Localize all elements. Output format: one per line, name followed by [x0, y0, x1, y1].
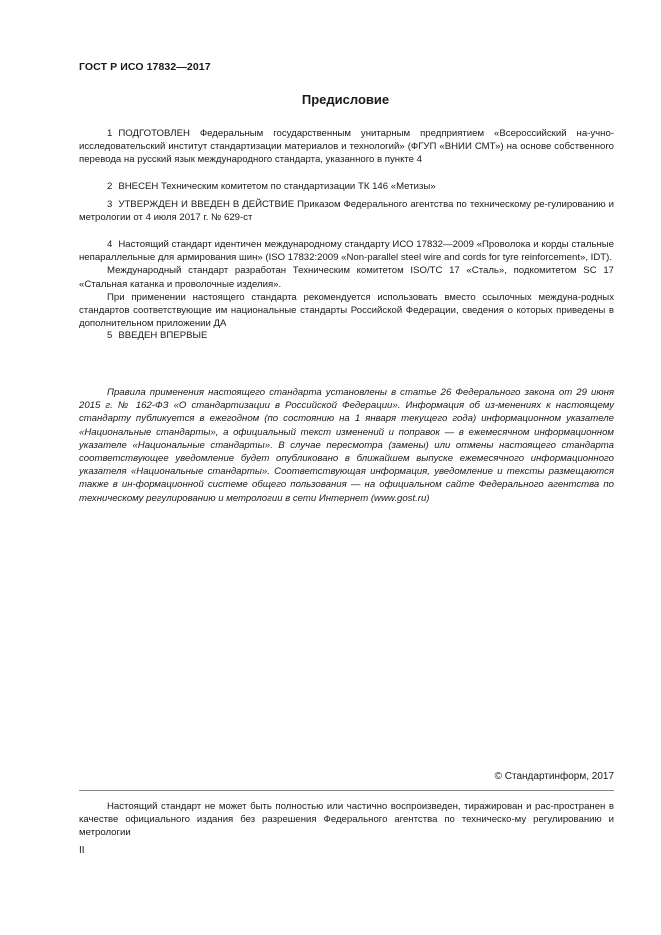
item-text: При применении настоящего стандарта рекомендуется использовать вместо ссылочных междуна-родных стандартов соответствующие им национальные стандарты Российской Федерации, сведения о которых приведены в дополнительном приложении ДА	[79, 291, 614, 330]
standard-code: ГОСТ Р ИСО 17832—2017	[79, 61, 211, 73]
item-number: 4	[107, 239, 113, 250]
copyright: © Стандартинформ, 2017	[494, 771, 614, 782]
foreword-item-2	[79, 180, 614, 193]
item-text: Настоящий стандарт идентичен международному стандарту ИСО 17832—2009 «Проволока и корды стальные непараллельные для армирования шин» (ISO 17832:2009 «Non-parallel steel wire and cords for tyre reinforcement», IDT).	[79, 239, 614, 264]
item-number: 2	[107, 181, 113, 192]
divider	[79, 790, 614, 791]
foreword-item-1	[79, 127, 614, 167]
foreword-item-3	[79, 198, 614, 224]
item-text: Международный стандарт разработан Техническим комитетом ISO/TC 17 «Сталь», подкомитетом SC 17 «Стальная катанка и проволочные изделия».	[79, 265, 614, 290]
item-text: ВВЕДЕН ВПЕРВЫЕ	[118, 330, 208, 341]
foreword-item-4	[79, 238, 614, 330]
foreword-item-5	[79, 329, 614, 342]
item-number: 5	[107, 330, 113, 341]
footer-notice	[79, 800, 614, 840]
item-number: 1	[107, 128, 113, 139]
item-text: УТВЕРЖДЕН И ВВЕДЕН В ДЕЙСТВИЕ Приказом Федерального агентства по техническому ре-гулированию и метрологии от 4 июля 2017 г. № 629-ст	[79, 199, 614, 224]
item-number: 3	[107, 199, 113, 210]
item-text: ВНЕСЕН Техническим комитетом по стандартизации ТК 146 «Метизы»	[118, 181, 436, 192]
page-number: II	[79, 845, 85, 856]
item-text: ПОДГОТОВЛЕН Федеральным государственным унитарным предприятием «Всероссийский на-учно-исследовательский институт стандартизации материалов и технологий» (ФГУП «ВНИИ СМТ») на основе собственного перевода на русский язык международного стандарта, указанного в пункте 4	[79, 128, 614, 166]
rules-notice-text: Правила применения настоящего стандарта установлены в статье 26 Федерального закона от 29 июня 2015 г. № 162-ФЗ «О стандартизации в Российской Федерации». Информация об из-менениях к настоящему стандарту публикуется в ежегодном (по состоянию на 1 января текущего года) информационном указателе «Национальные стандарты», а официальный текст изменений и поправок — в ежемесячном информационном указателе «Национальные стандарты». В случае пересмотра (замены) или отмены настоящего стандарта соответствующее уведомление будет опубликовано в ближайшем выпуске ежемесячного информационного указателя «Национальные стандарты». Соответствующая информация, уведомление и тексты размещаются также в ин-формационной системе общего пользования — на официальном сайте Федерального агентства по техническому регулированию и метрологии в сети Интернет (www.gost.ru)	[79, 387, 614, 504]
footer-notice-text: Настоящий стандарт не может быть полностью или частично воспроизведен, тиражирован и рас-пространен в качестве официального издания без разрешения Федерального агентства по техническо-му регулированию и метрологии	[79, 801, 614, 839]
page-title: Предисловие	[301, 92, 390, 107]
rules-notice	[79, 386, 614, 505]
